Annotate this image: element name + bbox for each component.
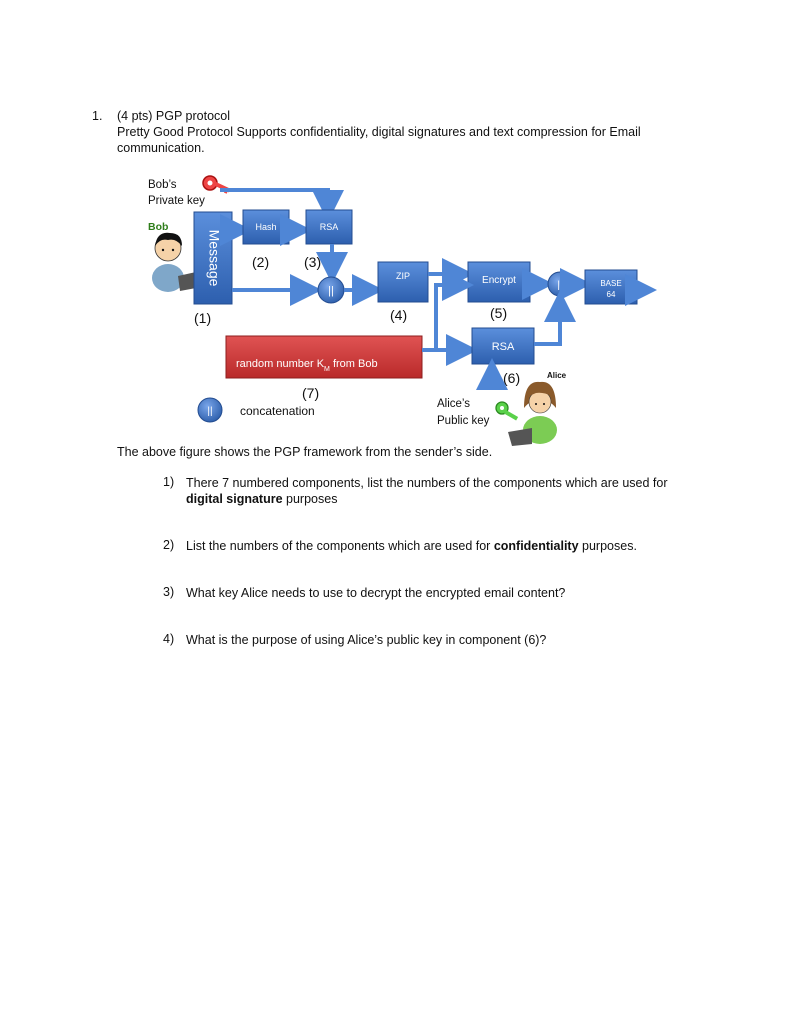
alice-key-label-1: Alice’s xyxy=(437,398,471,410)
question-number: 1. xyxy=(92,109,103,123)
item-2-number: 2) xyxy=(163,538,175,552)
item-1-number: 1) xyxy=(163,475,175,489)
label-7: (7) xyxy=(302,385,320,401)
question-intro-line1: Pretty Good Protocol Supports confidentiality, digital signatures and text compression for Email xyxy=(117,125,641,139)
legend-concat-text: concatenation xyxy=(240,404,315,418)
item-2-text xyxy=(186,538,706,554)
legend-concat-symbol: || xyxy=(207,406,213,417)
item-3-text: What key Alice needs to use to decrypt the encrypted email content? xyxy=(186,586,566,600)
public-key-icon xyxy=(496,402,518,420)
item-4-text: What is the purpose of using Alice’s public key in component (6)? xyxy=(186,633,547,647)
figure-caption: The above figure shows the PGP framework from the sender’s side. xyxy=(117,445,493,459)
rsa-bottom-label: RSA xyxy=(491,341,515,353)
concat-symbol-2: || xyxy=(557,280,563,291)
concat-symbol-1: || xyxy=(328,285,334,297)
question-intro-line2: communication. xyxy=(117,141,205,155)
item-1-pre: There 7 numbered components, list the numbers of the components which are used for xyxy=(186,476,668,490)
item-4-number: 4) xyxy=(163,632,175,646)
item-1-bold: digital signature xyxy=(186,492,283,506)
item-1-text xyxy=(186,475,706,507)
bob-avatar-icon xyxy=(152,233,196,292)
label-2: (2) xyxy=(252,254,270,270)
item-2-post: purposes. xyxy=(578,539,637,553)
rsa-top-label: RSA xyxy=(319,222,339,232)
encrypt-label: Encrypt xyxy=(482,275,516,286)
random-label-sub: M xyxy=(324,366,330,373)
label-1: (1) xyxy=(194,310,212,326)
item-1-post: purposes xyxy=(282,492,338,506)
base64-line2: 64 xyxy=(606,290,616,299)
label-3: (3) xyxy=(304,254,322,270)
alice-key-label-2: Public key xyxy=(437,415,490,427)
alice-avatar-icon xyxy=(508,382,557,446)
zip-label: ZIP xyxy=(395,271,411,281)
item-2-bold: confidentiality xyxy=(493,539,579,553)
label-5: (5) xyxy=(490,305,508,321)
random-label-tail: from Bob xyxy=(329,358,378,370)
random-label-main: random number K xyxy=(236,358,325,370)
label-6: (6) xyxy=(503,370,521,386)
bob-name: Bob xyxy=(148,221,169,233)
label-4: (4) xyxy=(390,307,408,323)
base64-line1: BASE xyxy=(600,279,622,288)
message-label: Message xyxy=(206,229,223,287)
pgp-diagram xyxy=(140,168,680,450)
question-heading: (4 pts) PGP protocol xyxy=(117,109,231,123)
alice-name: Alice xyxy=(547,371,567,380)
hash-label: Hash xyxy=(255,222,277,232)
item-2-pre: List the numbers of the components which are used for xyxy=(186,539,494,553)
bob-key-label-1: Bob’s xyxy=(148,179,177,191)
bob-key-label-2: Private key xyxy=(148,195,205,207)
zip-box xyxy=(378,262,428,302)
item-3-number: 3) xyxy=(163,585,175,599)
